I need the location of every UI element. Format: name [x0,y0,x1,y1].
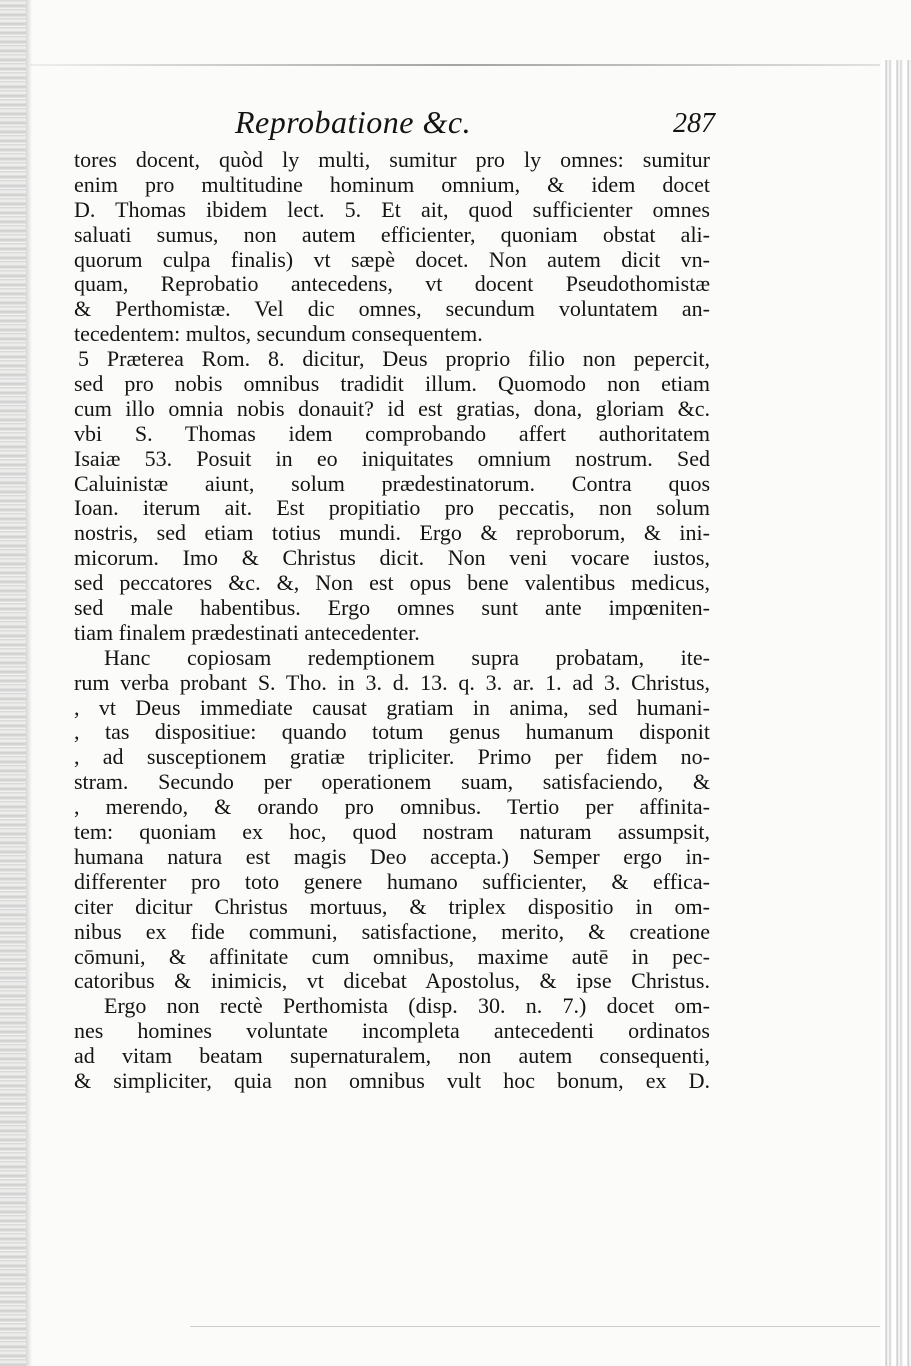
text-line: D. Thomas ibidem lect. 5. Et ait, quod sufficienter omnes [74,196,710,222]
text-line: Caluinistæ aiunt, solum prædestinatorum. Contra quos [74,470,710,496]
text-line: tecedentem: multos, secundum consequentem. [74,321,483,347]
text-line: , ad susceptionem gratiæ tripliciter. Primo per fidem no- [74,744,710,770]
text-line: Hanc copiosam redemptionem supra probatam, ite- [104,644,710,670]
text-line: tiam finalem prædestinati antecedenter. [74,619,420,645]
text-line: humana natura est magis Deo accepta.) Semper ergo in- [74,843,710,869]
page-header [75,104,715,150]
text-line: sed male habentibus. Ergo omnes sunt ante impœniten- [74,595,710,621]
text-line: sed pro nobis omnibus tradidit illum. Quomodo non etiam [74,371,710,397]
scan-edge-left [0,0,26,1366]
text-line: , vt Deus immediate causat gratiam in anima, sed humani- [74,694,710,720]
text-line: & simpliciter, quia non omnibus vult hoc bonum, ex D. [74,1067,710,1093]
text-line: citer dicitur Christus mortuus, & triplex dispositio in om- [74,893,710,919]
text-line: tores docent, quòd ly multi, sumitur pro ly omnes: sumitur [74,147,710,172]
text-line: cum illo omnia nobis donauit? id est gratias, dona, gloriam &c. [74,395,710,421]
text-line: nibus ex fide communi, satisfactione, merito, & creatione [74,918,710,944]
scan-edge-right [881,60,911,1366]
text-line: Ioan. iterum ait. Est propitiatio pro peccatis, non solum [74,495,710,521]
text-line: tem: quoniam ex hoc, quod nostram naturam assumpsit, [74,819,710,845]
text-line: 5 Præterea Rom. 8. dicitur, Deus proprio filio non pepercit, [78,346,710,372]
text-line: rum verba probant S. Tho. in 3. d. 13. q. 3. ar. 1. ad 3. Christus, [74,669,710,695]
scan-bottom-border [190,1326,880,1327]
text-line: , tas dispositiue: quando totum genus humanum disponit [74,719,710,745]
text-line: , merendo, & orando pro omnibus. Tertio per affinita- [74,794,710,820]
text-line: quorum culpa finalis) vt sæpè docet. Non autem dicit vn- [74,246,710,272]
text-line: enim pro multitudine hominum omnium, & idem docet [74,171,710,197]
text-line: nes homines voluntate incompleta antecedenti ordinatos [74,1018,710,1044]
text-line: saluati sumus, non autem efficienter, quoniam obstat ali- [74,221,710,247]
text-line: sed peccatores &c. &, Non est opus bene valentibus medicus, [74,570,710,596]
text-line: nostris, sed etiam totius mundi. Ergo & reproborum, & ini- [74,520,710,546]
text-line: micorum. Imo & Christus dicit. Non veni vocare iustos, [74,545,710,571]
scan-edge-left-shadow [26,0,32,1366]
scan-top-border [30,64,880,66]
running-title: Reprobatione &c. [235,104,472,140]
page-number: 287 [673,108,715,139]
text-line: Isaiæ 53. Posuit in eo iniquitates omnium nostrum. Sed [74,445,710,471]
text-line: Ergo non rectè Perthomista (disp. 30. n. 7.) docet om- [104,993,710,1019]
text-line: cōmuni, & affinitate cum omnibus, maxime autē in pec- [74,943,710,969]
body-text [74,148,710,1094]
text-line: & Perthomistæ. Vel dic omnes, secundum voluntatem an- [74,296,710,322]
text-line: catoribus & inimicis, vt dicebat Apostolus, & ipse Christus. [74,968,710,994]
text-line: quam, Reprobatio antecedens, vt docent Pseudothomistæ [74,271,710,297]
text-line: stram. Secundo per operationem suam, satisfaciendo, & [74,769,710,795]
text-line: differenter pro toto genere humano sufficienter, & effica- [74,868,710,894]
text-line: vbi S. Thomas idem comprobando affert authoritatem [74,420,710,446]
text-line: ad vitam beatam supernaturalem, non autem consequenti, [74,1043,710,1069]
